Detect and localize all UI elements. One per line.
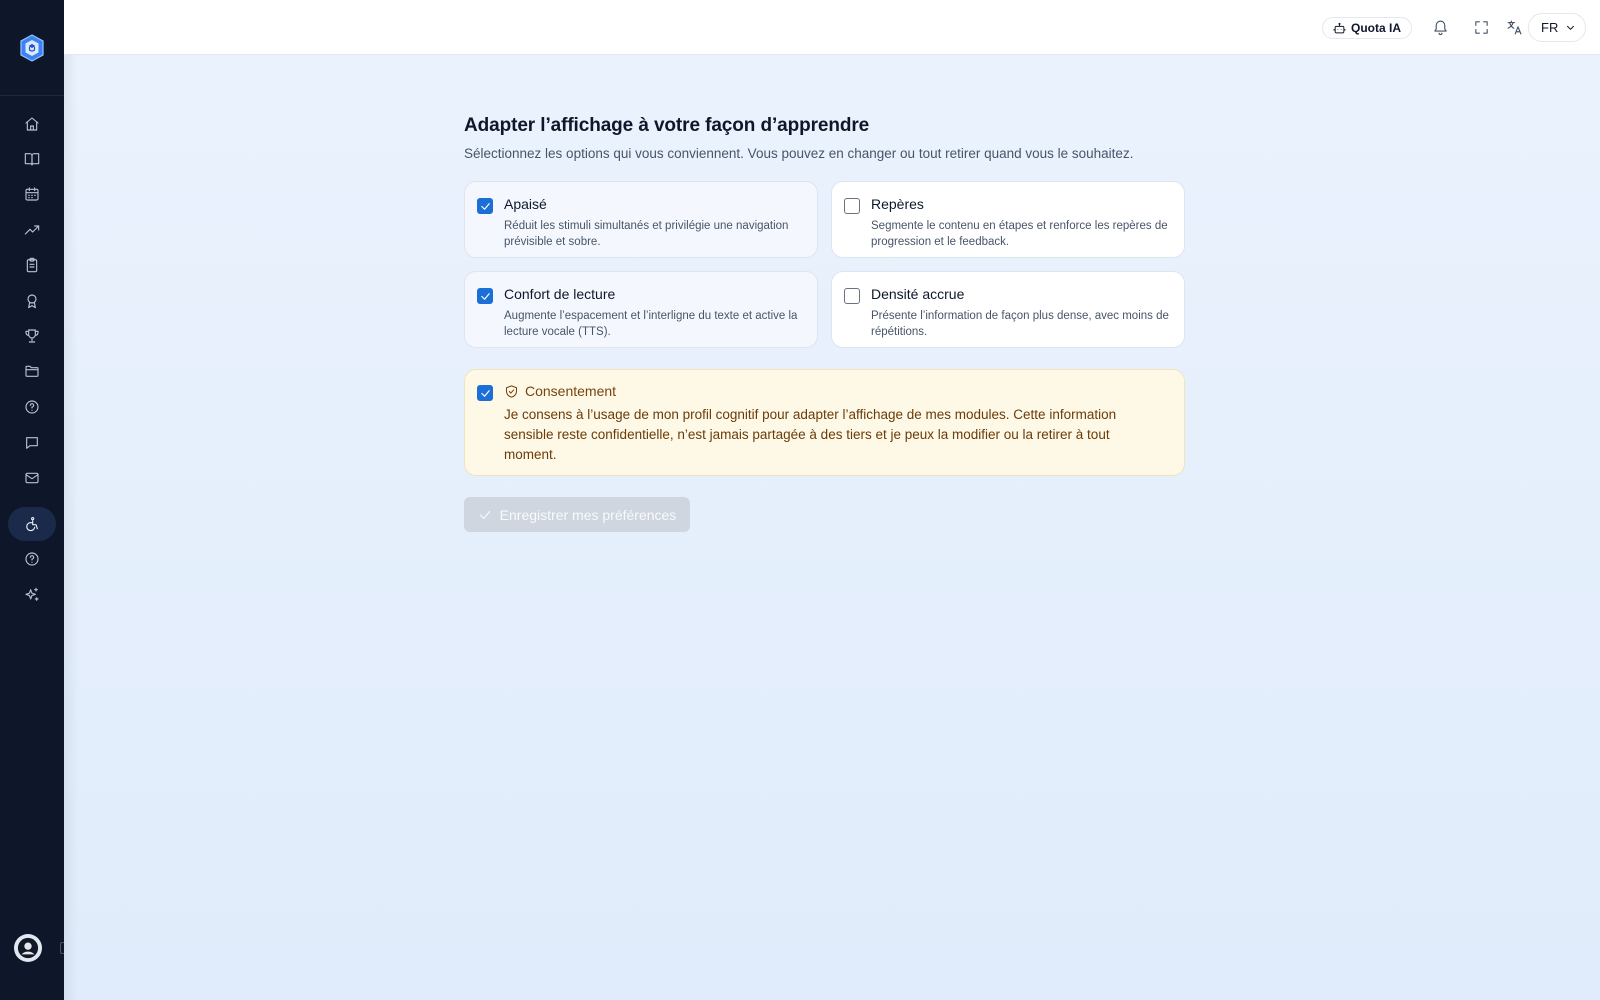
help-circle-icon bbox=[24, 399, 40, 415]
page-subtitle: Sélectionnez les options qui vous conviennent. Vous pouvez en changer ou tout retirer quand vous le souhaitez. bbox=[464, 146, 1134, 161]
sidebar-item-courses[interactable] bbox=[8, 142, 56, 176]
check-icon bbox=[480, 201, 491, 212]
consent-box[interactable] bbox=[464, 369, 1185, 476]
language-value: FR bbox=[1541, 20, 1559, 35]
sidebar bbox=[0, 0, 64, 1000]
bell-icon bbox=[1432, 19, 1449, 36]
option-confort-lecture-checkbox[interactable] bbox=[477, 288, 493, 304]
option-description: Segmente le contenu en étapes et renforce les repères de progression et le feedback. bbox=[871, 220, 1168, 248]
save-preferences-button[interactable] bbox=[464, 497, 690, 532]
language-select[interactable] bbox=[1528, 13, 1586, 42]
option-reperes[interactable] bbox=[831, 181, 1185, 258]
trending-up-icon bbox=[24, 222, 40, 238]
option-description: Augmente l’espacement et l’interligne du texte et active la lecture vocale (TTS). bbox=[504, 310, 798, 338]
consent-title: Consentement bbox=[525, 383, 617, 399]
save-preferences-label: Enregistrer mes préférences bbox=[499, 506, 677, 523]
top-bar bbox=[64, 0, 1600, 55]
message-icon bbox=[24, 435, 40, 451]
check-icon bbox=[478, 508, 492, 522]
home-icon bbox=[24, 116, 40, 132]
consent-text: Je consens à l’usage de mon profil cognitif pour adapter l’affichage de mes modules. Cette information sensible reste confidentielle, n’est jamais partagée à des tiers et je peux la modifier ou la retirer à tout moment. bbox=[504, 407, 1117, 462]
shield-check-icon bbox=[504, 384, 519, 399]
option-title: Confort de lecture bbox=[504, 286, 616, 302]
consent-heading bbox=[504, 383, 1144, 399]
clipboard-icon bbox=[24, 257, 40, 273]
main-content bbox=[64, 55, 1600, 1000]
option-reperes-checkbox[interactable] bbox=[844, 198, 860, 214]
consent-checkbox[interactable] bbox=[477, 385, 493, 401]
translate-icon bbox=[1506, 19, 1523, 36]
sidebar-item-files[interactable] bbox=[8, 354, 56, 388]
fullscreen-button[interactable] bbox=[1470, 16, 1492, 38]
avatar[interactable] bbox=[14, 934, 42, 962]
check-icon bbox=[480, 388, 491, 399]
option-description: Présente l’information de façon plus dense, avec moins de répétitions. bbox=[871, 310, 1169, 338]
option-title: Densité accrue bbox=[871, 286, 965, 302]
quota-ia-label: Quota IA bbox=[1351, 21, 1401, 35]
sidebar-item-badges[interactable] bbox=[8, 284, 56, 318]
chevron-down-icon bbox=[1565, 22, 1576, 33]
option-apaise-checkbox[interactable] bbox=[477, 198, 493, 214]
accessibility-icon bbox=[24, 516, 40, 532]
mail-icon bbox=[24, 470, 40, 486]
academy-shield-icon[interactable] bbox=[18, 34, 46, 62]
options-grid bbox=[464, 181, 1184, 348]
sidebar-item-help[interactable] bbox=[8, 542, 56, 576]
sidebar-item-assignments[interactable] bbox=[8, 248, 56, 282]
sidebar-item-messages[interactable] bbox=[8, 426, 56, 460]
sidebar-item-achievements[interactable] bbox=[8, 319, 56, 353]
sidebar-item-mail[interactable] bbox=[8, 461, 56, 495]
sidebar-item-calendar[interactable] bbox=[8, 177, 56, 211]
fullscreen-icon bbox=[1473, 19, 1490, 36]
check-icon bbox=[480, 291, 491, 302]
option-title: Repères bbox=[871, 196, 924, 212]
award-icon bbox=[24, 293, 40, 309]
robot-icon bbox=[1333, 22, 1346, 35]
page-title: Adapter l’affichage à votre façon d’apprendre bbox=[464, 115, 870, 136]
option-apaise[interactable] bbox=[464, 181, 818, 258]
accessibility-preferences bbox=[464, 115, 1184, 532]
sidebar-item-faq[interactable] bbox=[8, 390, 56, 424]
translate-button[interactable] bbox=[1503, 16, 1525, 38]
help-circle-icon bbox=[24, 551, 40, 567]
option-title: Apaisé bbox=[504, 196, 547, 212]
option-confort-lecture[interactable] bbox=[464, 271, 818, 348]
option-densite-accrue-checkbox[interactable] bbox=[844, 288, 860, 304]
trophy-icon bbox=[24, 328, 40, 344]
sidebar-item-ai[interactable] bbox=[8, 578, 56, 612]
book-open-icon bbox=[24, 151, 40, 167]
sparkles-icon bbox=[24, 587, 40, 603]
calendar-icon bbox=[24, 186, 40, 202]
sidebar-item-home[interactable] bbox=[8, 107, 56, 141]
notifications-button[interactable] bbox=[1429, 16, 1451, 38]
option-densite-accrue[interactable] bbox=[831, 271, 1185, 348]
sidebar-item-progress[interactable] bbox=[8, 213, 56, 247]
folder-icon bbox=[24, 363, 40, 379]
sidebar-divider bbox=[0, 95, 64, 96]
sidebar-item-accessibility[interactable] bbox=[8, 507, 56, 541]
user-avatar-icon bbox=[17, 937, 39, 959]
quota-ia-button[interactable] bbox=[1322, 17, 1412, 39]
option-description: Réduit les stimuli simultanés et privilégie une navigation prévisible et sobre. bbox=[504, 220, 789, 248]
